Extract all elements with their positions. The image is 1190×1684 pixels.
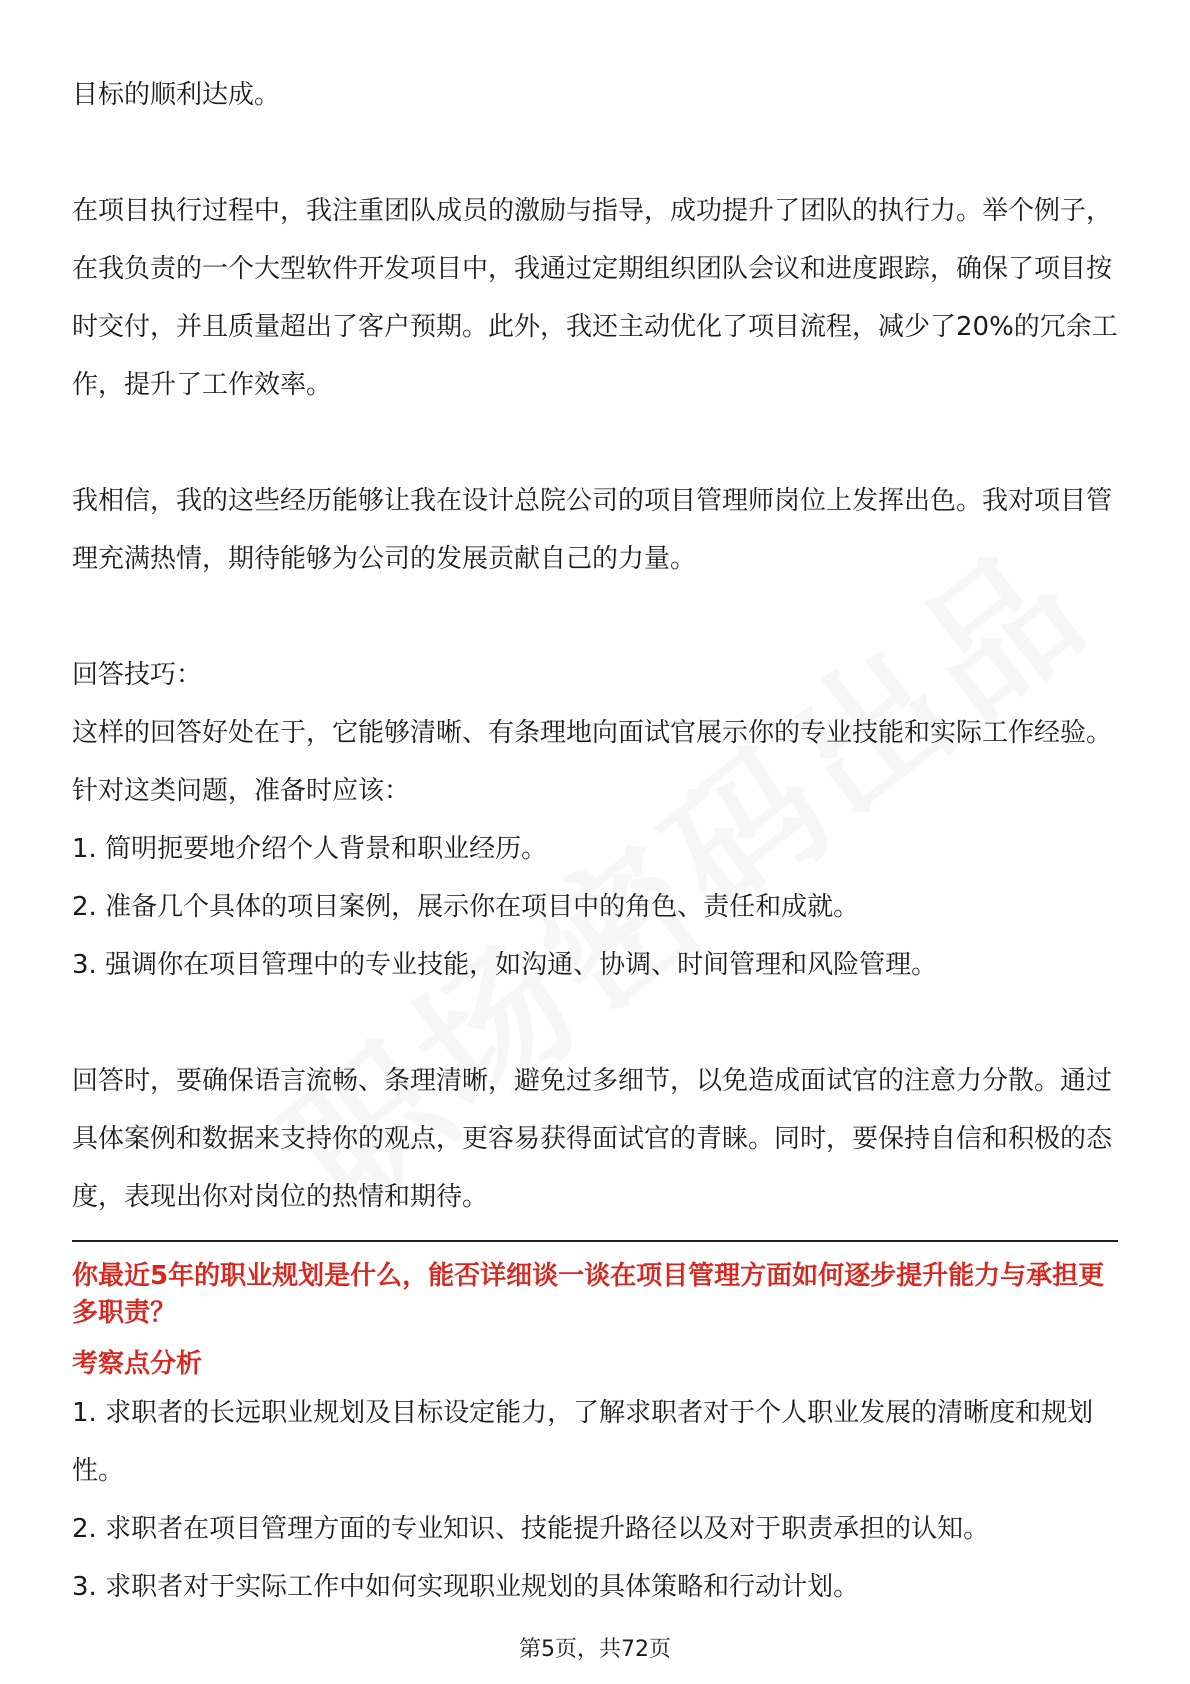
analysis-item-1: 1. 求职者的长远职业规划及目标设定能力，了解求职者对于个人职业发展的清晰度和规划性。 (72, 1398, 1094, 1486)
analysis-heading: 考察点分析 (72, 1349, 203, 1379)
question-title: 你最近5年的职业规划是什么，能否详细谈一谈在项目管理方面如何逐步提升能力与承担更多职责？ (72, 1261, 1105, 1328)
paragraph-continuation: 目标的顺利达成。 (72, 80, 281, 110)
tips-label: 回答技巧： (72, 660, 203, 690)
page-content (72, 66, 1118, 1616)
tips-intro: 这样的回答好处在于，它能够清晰、有条理地向面试官展示你的专业技能和实际工作经验。针对这类问题，准备时应该： (72, 718, 1113, 806)
paragraph-answer: 回答时，要确保语言流畅、条理清晰，避免过多细节，以免造成面试官的注意力分散。通过具体案例和数据来支持你的观点，更容易获得面试官的青睐。同时，要保持自信和积极的态度，表现出你对岗位的热情和期待。 (72, 1066, 1113, 1212)
analysis-item-2: 2. 求职者在项目管理方面的专业知识、技能提升路径以及对于职责承担的认知。 (72, 1514, 990, 1544)
tips-item-1: 1. 简明扼要地介绍个人背景和职业经历。 (72, 834, 548, 864)
section-divider (72, 1240, 1118, 1242)
page-number: 第5页，共72页 (519, 1637, 671, 1662)
paragraph-belief: 我相信，我的这些经历能够让我在设计总院公司的项目管理师岗位上发挥出色。我对项目管理充满热情，期待能够为公司的发展贡献自己的力量。 (72, 486, 1113, 574)
analysis-item-3: 3. 求职者对于实际工作中如何实现职业规划的具体策略和行动计划。 (72, 1572, 860, 1602)
paragraph-execution: 在项目执行过程中，我注重团队成员的激励与指导，成功提升了团队的执行力。举个例子，在我负责的一个大型软件开发项目中，我通过定期组织团队会议和进度跟踪，确保了项目按时交付，并且质量超出了客户预期。此外，我还主动优化了项目流程，减少了20%的冗余工作，提升了工作效率。 (72, 196, 1118, 400)
tips-item-3: 3. 强调你在项目管理中的专业技能，如沟通、协调、时间管理和风险管理。 (72, 950, 938, 980)
tips-item-2: 2. 准备几个具体的项目案例，展示你在项目中的角色、责任和成就。 (72, 892, 860, 922)
